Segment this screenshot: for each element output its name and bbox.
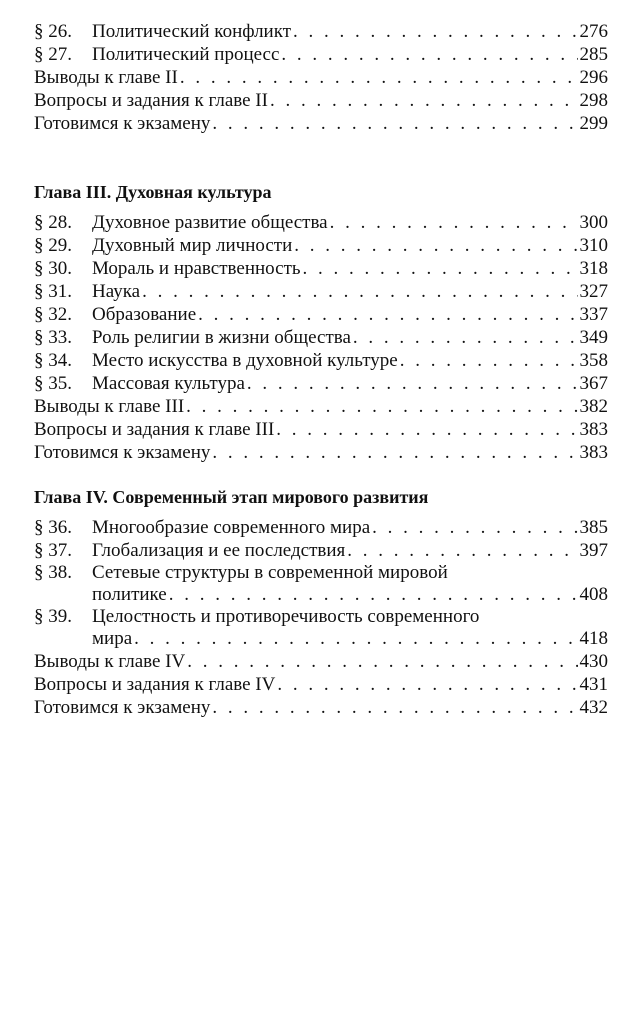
entry-title: Сетевые структуры в современной мировой bbox=[92, 562, 448, 583]
entry-title: Выводы к главе III bbox=[34, 396, 185, 417]
page-number: 358 bbox=[579, 350, 608, 371]
entry-title-continued: мира bbox=[92, 628, 133, 649]
entry-title: Духовное развитие общества bbox=[92, 212, 328, 233]
page-number: 285 bbox=[579, 44, 608, 65]
entry-title: Политический конфликт bbox=[92, 21, 292, 42]
dot-leader bbox=[330, 211, 578, 234]
toc-entry[interactable] bbox=[34, 539, 608, 562]
dot-leader bbox=[270, 89, 578, 112]
toc-entry[interactable] bbox=[34, 372, 608, 395]
toc-entry[interactable] bbox=[34, 211, 608, 234]
page-number: 408 bbox=[579, 584, 608, 605]
section-number: § 38. bbox=[34, 562, 72, 583]
toc-entry-line bbox=[34, 584, 608, 606]
toc-entry[interactable] bbox=[34, 89, 608, 112]
section-number: § 34. bbox=[34, 350, 72, 371]
page-number: 327 bbox=[579, 281, 608, 302]
dot-leader bbox=[187, 650, 577, 673]
chapter-heading: Глава IV. Современный этап мирового развития bbox=[34, 487, 429, 507]
page-number: 385 bbox=[579, 517, 608, 538]
entry-title: Политический процесс bbox=[92, 44, 280, 65]
entry-title: Глобализация и ее последствия bbox=[92, 540, 346, 561]
toc-entry[interactable] bbox=[34, 650, 608, 673]
toc-entry[interactable] bbox=[34, 673, 608, 696]
dot-leader bbox=[169, 584, 578, 606]
page-number: 318 bbox=[579, 258, 608, 279]
page-number: 296 bbox=[579, 67, 608, 88]
page-number: 382 bbox=[579, 396, 608, 417]
entry-title: Готовимся к экзамену bbox=[34, 697, 211, 718]
toc-entry-line bbox=[34, 562, 608, 584]
toc-entry[interactable] bbox=[34, 112, 608, 135]
toc-entry[interactable] bbox=[34, 20, 608, 43]
entry-title: Образование bbox=[92, 304, 197, 325]
page-number: 300 bbox=[579, 212, 608, 233]
dot-leader bbox=[198, 303, 577, 326]
page-number: 432 bbox=[579, 697, 608, 718]
entry-title: Выводы к главе IV bbox=[34, 651, 186, 672]
toc-section-chapter-3 bbox=[34, 179, 608, 464]
dot-leader bbox=[212, 441, 577, 464]
dot-leader bbox=[212, 696, 577, 719]
toc-entry[interactable] bbox=[34, 280, 608, 303]
dot-leader bbox=[372, 516, 577, 539]
toc-entry[interactable] bbox=[34, 696, 608, 719]
entry-title: Многообразие современного мира bbox=[92, 517, 371, 538]
section-number: § 27. bbox=[34, 44, 72, 65]
toc-entry-line bbox=[34, 606, 608, 628]
toc-entry[interactable] bbox=[34, 516, 608, 539]
page-number: 367 bbox=[579, 373, 608, 394]
toc-entry[interactable] bbox=[34, 257, 608, 280]
page-number: 299 bbox=[579, 113, 608, 134]
dot-leader bbox=[353, 326, 578, 349]
dot-leader bbox=[303, 257, 578, 280]
toc-entry[interactable] bbox=[34, 418, 608, 441]
toc-entry-line bbox=[34, 628, 608, 650]
entry-title: Вопросы и задания к главе IV bbox=[34, 674, 276, 695]
dot-leader bbox=[294, 234, 577, 257]
section-number: § 28. bbox=[34, 212, 72, 233]
entry-title: Выводы к главе II bbox=[34, 67, 178, 88]
entry-title: Место искусства в духовной культуре bbox=[92, 350, 398, 371]
dot-leader bbox=[400, 349, 578, 372]
dot-leader bbox=[281, 43, 577, 66]
section-number: § 39. bbox=[34, 606, 72, 627]
page-number: 418 bbox=[579, 628, 608, 649]
chapter-heading: Глава III. Духовная культура bbox=[34, 182, 272, 202]
section-number: § 32. bbox=[34, 304, 72, 325]
dot-leader bbox=[276, 418, 577, 441]
page-number: 431 bbox=[579, 674, 608, 695]
dot-leader bbox=[180, 66, 578, 89]
entry-title: Вопросы и задания к главе III bbox=[34, 419, 275, 440]
entry-title: Массовая культура bbox=[92, 373, 245, 394]
toc-entry[interactable] bbox=[34, 303, 608, 326]
toc-entry[interactable] bbox=[34, 349, 608, 372]
page-number: 310 bbox=[579, 235, 608, 256]
dot-leader bbox=[212, 112, 577, 135]
section-number: § 29. bbox=[34, 235, 72, 256]
page-number: 298 bbox=[579, 90, 608, 111]
dot-leader bbox=[293, 20, 577, 43]
page-number: 397 bbox=[579, 540, 608, 561]
dot-leader bbox=[186, 395, 577, 418]
section-number: § 37. bbox=[34, 540, 72, 561]
section-number: § 31. bbox=[34, 281, 72, 302]
toc-entry[interactable] bbox=[34, 562, 608, 606]
toc-entry[interactable] bbox=[34, 43, 608, 66]
page-number: 349 bbox=[579, 327, 608, 348]
toc-section-chapter-4 bbox=[34, 484, 608, 719]
entry-title: Вопросы и задания к главе II bbox=[34, 90, 268, 111]
page-number: 276 bbox=[579, 21, 608, 42]
toc-section-chapter-2-tail bbox=[34, 20, 608, 135]
page-number: 383 bbox=[579, 419, 608, 440]
entry-title: Готовимся к экзамену bbox=[34, 113, 211, 134]
entry-title: Целостность и противоречивость современного bbox=[92, 606, 480, 627]
entry-title-continued: политике bbox=[92, 584, 167, 605]
toc-entry[interactable] bbox=[34, 395, 608, 418]
page-number: 383 bbox=[579, 442, 608, 463]
toc-entry[interactable] bbox=[34, 441, 608, 464]
page-number: 430 bbox=[579, 651, 608, 672]
toc-entry[interactable] bbox=[34, 234, 608, 257]
entry-title: Духовный мир личности bbox=[92, 235, 293, 256]
dot-leader bbox=[277, 673, 577, 696]
page-number: 337 bbox=[579, 304, 608, 325]
dot-leader bbox=[142, 280, 577, 303]
entry-title: Мораль и нравственность bbox=[92, 258, 301, 279]
entry-title: Наука bbox=[92, 281, 141, 302]
dot-leader bbox=[134, 628, 577, 650]
section-number: § 36. bbox=[34, 517, 72, 538]
section-number: § 26. bbox=[34, 21, 72, 42]
toc-entry[interactable] bbox=[34, 606, 608, 650]
dot-leader bbox=[247, 372, 578, 395]
section-number: § 33. bbox=[34, 327, 72, 348]
section-number: § 30. bbox=[34, 258, 72, 279]
entry-title: Готовимся к экзамену bbox=[34, 442, 211, 463]
entry-title: Роль религии в жизни общества bbox=[92, 327, 351, 348]
toc-entry[interactable] bbox=[34, 66, 608, 89]
section-number: § 35. bbox=[34, 373, 72, 394]
dot-leader bbox=[347, 539, 577, 562]
toc-entry[interactable] bbox=[34, 326, 608, 349]
